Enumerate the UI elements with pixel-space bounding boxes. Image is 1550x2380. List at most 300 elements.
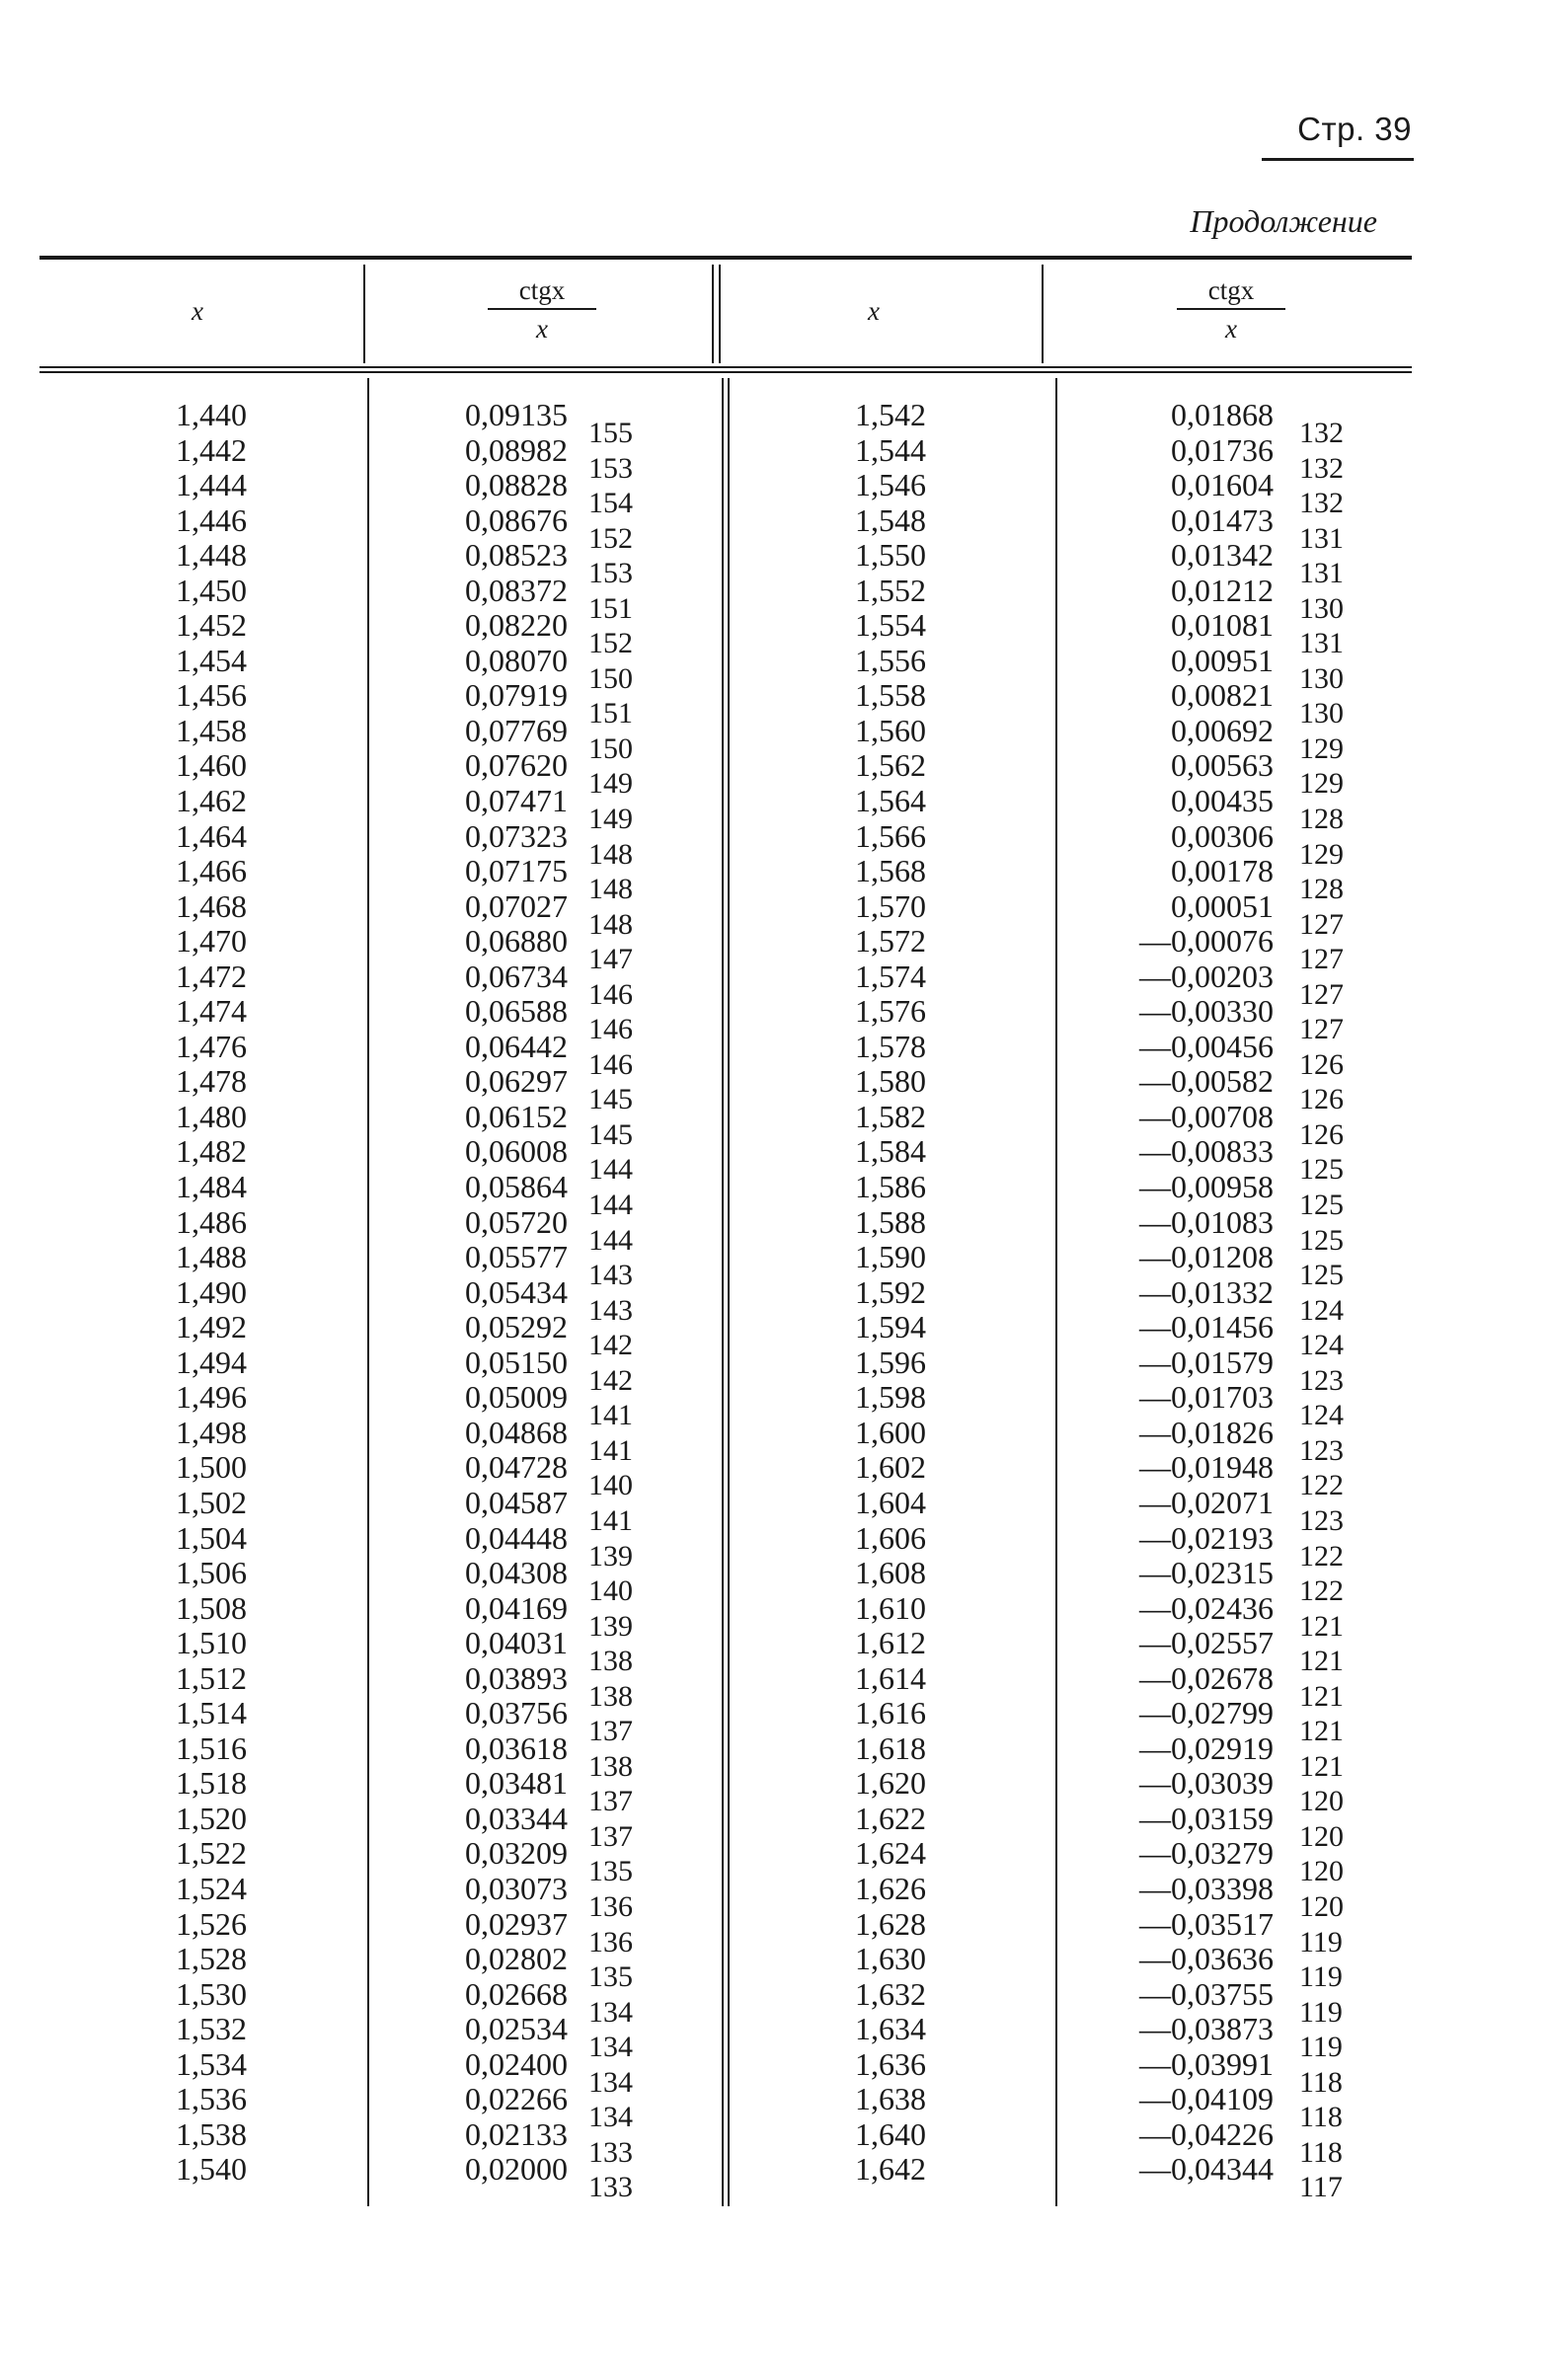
x-cell: 1,528	[176, 1941, 247, 1977]
ctgx-over-x-cell: 0,09135	[465, 397, 568, 432]
x-cell: 1,538	[176, 2115, 247, 2152]
difference-cell: 141	[588, 1433, 633, 1467]
x-cell: 1,540	[176, 2151, 247, 2188]
difference-cell: 137	[588, 1715, 633, 1748]
difference-cell: 126	[1299, 1047, 1344, 1081]
difference-cell: 124	[1299, 1293, 1344, 1327]
ctgx-over-x-cell: 0,04728	[465, 1449, 568, 1486]
difference-cell: 122	[1299, 1574, 1344, 1608]
difference-cell: 131	[1299, 627, 1344, 660]
ctgx-over-x-cell: 0,08828	[465, 467, 568, 503]
ctgx-over-x-cell: —0,03636	[1139, 1941, 1274, 1977]
x-cell: 1,520	[176, 1800, 247, 1836]
difference-cell: 134	[588, 2031, 633, 2064]
ctgx-over-x-cell: 0,05864	[465, 1169, 568, 1205]
ctgx-over-x-cell: 0,08523	[465, 537, 568, 574]
ctgx-over-x-cell: 0,08070	[465, 642, 568, 678]
x-cell: 1,630	[855, 1941, 926, 1977]
difference-cell: 133	[588, 2171, 633, 2204]
x-cell: 1,610	[855, 1589, 926, 1626]
x-cell: 1,572	[855, 923, 926, 960]
left-value-column	[380, 398, 568, 2188]
ctgx-over-x-cell: —0,03279	[1139, 1835, 1274, 1872]
header-bottom-rule-double	[39, 371, 1412, 373]
ctgx-over-x-cell: 0,01736	[1171, 431, 1274, 468]
difference-cell: 139	[588, 1609, 633, 1643]
ctgx-over-x-cell: 0,03756	[465, 1695, 568, 1731]
ctgx-over-x-cell: —0,03039	[1139, 1765, 1274, 1802]
difference-cell: 154	[588, 487, 633, 520]
difference-cell: 138	[588, 1645, 633, 1678]
x-cell: 1,534	[176, 2045, 247, 2082]
x-cell: 1,512	[176, 1659, 247, 1696]
right-x-column	[808, 398, 926, 2188]
x-cell: 1,562	[855, 747, 926, 784]
difference-cell: 135	[588, 1855, 633, 1888]
difference-cell: 132	[1299, 451, 1344, 485]
difference-cell: 145	[588, 1117, 633, 1151]
x-cell: 1,604	[855, 1484, 926, 1520]
difference-cell: 127	[1299, 977, 1344, 1011]
x-cell: 1,590	[855, 1239, 926, 1275]
difference-cell: 141	[588, 1503, 633, 1537]
difference-cell: 148	[588, 837, 633, 871]
x-cell: 1,592	[855, 1273, 926, 1310]
x-cell: 1,440	[176, 397, 247, 432]
difference-cell: 118	[1299, 2101, 1343, 2134]
difference-cell: 129	[1299, 837, 1344, 871]
right-value-column	[1086, 398, 1274, 2188]
ctgx-over-x-cell: 0,00563	[1171, 747, 1274, 784]
header-ctgx-over-x-left	[488, 272, 596, 347]
x-cell: 1,472	[176, 958, 247, 994]
difference-cell: 123	[1299, 1433, 1344, 1467]
difference-cell: 125	[1299, 1189, 1344, 1222]
ctgx-over-x-cell: 0,01342	[1171, 537, 1274, 574]
ctgx-over-x-cell: 0,07769	[465, 712, 568, 748]
difference-cell: 125	[1299, 1153, 1344, 1187]
ctgx-over-x-cell: —0,01083	[1139, 1203, 1274, 1240]
difference-cell: 129	[1299, 767, 1344, 801]
difference-cell: 151	[588, 591, 633, 625]
header-ctgx-denominator: x	[536, 314, 548, 344]
x-cell: 1,546	[855, 467, 926, 503]
ctgx-over-x-cell: 0,01604	[1171, 467, 1274, 503]
ctgx-over-x-cell: 0,01081	[1171, 607, 1274, 644]
difference-cell: 136	[588, 1889, 633, 1923]
ctgx-over-x-cell: 0,03893	[465, 1659, 568, 1696]
ctgx-over-x-cell: —0,01826	[1139, 1414, 1274, 1450]
difference-cell: 149	[588, 767, 633, 801]
difference-cell: 119	[1299, 1960, 1343, 1994]
x-cell: 1,626	[855, 1870, 926, 1906]
x-cell: 1,638	[855, 2081, 926, 2117]
ctgx-over-x-cell: —0,00708	[1139, 1098, 1274, 1134]
x-cell: 1,596	[855, 1344, 926, 1380]
x-cell: 1,510	[176, 1625, 247, 1661]
ctgx-over-x-cell: 0,06008	[465, 1133, 568, 1170]
x-cell: 1,620	[855, 1765, 926, 1802]
x-cell: 1,580	[855, 1063, 926, 1100]
ctgx-over-x-cell: 0,02400	[465, 2045, 568, 2082]
ctgx-over-x-cell: 0,01868	[1171, 397, 1274, 432]
ctgx-over-x-cell: 0,05434	[465, 1273, 568, 1310]
difference-cell: 148	[588, 873, 633, 906]
x-cell: 1,606	[855, 1519, 926, 1556]
section-divider	[722, 378, 724, 2206]
difference-cell: 119	[1299, 1995, 1343, 2029]
x-cell: 1,578	[855, 1028, 926, 1064]
difference-cell: 141	[588, 1399, 633, 1432]
difference-cell: 138	[588, 1679, 633, 1713]
ctgx-over-x-cell: 0,05150	[465, 1344, 568, 1380]
x-cell: 1,460	[176, 747, 247, 784]
x-cell: 1,586	[855, 1169, 926, 1205]
x-cell: 1,552	[855, 572, 926, 608]
difference-cell: 122	[1299, 1469, 1344, 1502]
ctgx-over-x-cell: 0,05292	[465, 1309, 568, 1345]
ctgx-over-x-cell: 0,03209	[465, 1835, 568, 1872]
ctgx-over-x-cell: 0,07620	[465, 747, 568, 784]
x-cell: 1,556	[855, 642, 926, 678]
difference-cell: 150	[588, 731, 633, 765]
ctgx-over-x-cell: —0,01208	[1139, 1239, 1274, 1275]
x-cell: 1,496	[176, 1379, 247, 1416]
difference-cell: 120	[1299, 1889, 1344, 1923]
difference-cell: 136	[588, 1925, 633, 1958]
x-cell: 1,568	[855, 853, 926, 889]
difference-cell: 128	[1299, 803, 1344, 836]
difference-cell: 143	[588, 1259, 633, 1292]
x-cell: 1,466	[176, 853, 247, 889]
difference-cell: 137	[588, 1819, 633, 1853]
ctgx-over-x-cell: 0,06588	[465, 993, 568, 1030]
x-cell: 1,560	[855, 712, 926, 748]
x-cell: 1,442	[176, 431, 247, 468]
x-cell: 1,548	[855, 501, 926, 538]
section-divider	[719, 265, 721, 363]
column-divider	[367, 378, 369, 2206]
x-cell: 1,494	[176, 1344, 247, 1380]
x-cell: 1,490	[176, 1273, 247, 1310]
header-ctgx-denominator: x	[1225, 314, 1237, 344]
x-cell: 1,632	[855, 1975, 926, 2012]
difference-cell: 144	[588, 1153, 633, 1187]
x-cell: 1,558	[855, 677, 926, 714]
section-divider	[728, 378, 730, 2206]
ctgx-over-x-cell: —0,01948	[1139, 1449, 1274, 1486]
difference-cell: 155	[588, 417, 633, 449]
difference-cell: 140	[588, 1469, 633, 1502]
x-cell: 1,636	[855, 2045, 926, 2082]
table-top-rule	[39, 256, 1412, 260]
header-ctgx-over-x-right	[1177, 272, 1285, 347]
ctgx-over-x-cell: 0,06152	[465, 1098, 568, 1134]
ctgx-over-x-cell: 0,06297	[465, 1063, 568, 1100]
left-x-column	[128, 398, 247, 2188]
ctgx-over-x-cell: 0,04308	[465, 1555, 568, 1591]
page-number-underline	[1262, 158, 1414, 161]
difference-cell: 130	[1299, 697, 1344, 730]
ctgx-over-x-cell: —0,00203	[1139, 958, 1274, 994]
x-cell: 1,506	[176, 1555, 247, 1591]
difference-cell: 146	[588, 1013, 633, 1046]
ctgx-over-x-cell: —0,02557	[1139, 1625, 1274, 1661]
x-cell: 1,588	[855, 1203, 926, 1240]
difference-cell: 144	[588, 1223, 633, 1257]
ctgx-over-x-cell: 0,04031	[465, 1625, 568, 1661]
x-cell: 1,640	[855, 2115, 926, 2152]
difference-cell: 143	[588, 1293, 633, 1327]
x-cell: 1,526	[176, 1905, 247, 1942]
x-cell: 1,522	[176, 1835, 247, 1872]
ctgx-over-x-cell: 0,01212	[1171, 572, 1274, 608]
ctgx-over-x-cell: —0,00076	[1139, 923, 1274, 960]
ctgx-over-x-cell: 0,00692	[1171, 712, 1274, 748]
x-cell: 1,484	[176, 1169, 247, 1205]
x-cell: 1,482	[176, 1133, 247, 1170]
ctgx-over-x-cell: 0,02668	[465, 1975, 568, 2012]
ctgx-over-x-cell: —0,00582	[1139, 1063, 1274, 1100]
x-cell: 1,498	[176, 1414, 247, 1450]
x-cell: 1,504	[176, 1519, 247, 1556]
difference-cell: 117	[1299, 2171, 1343, 2204]
x-cell: 1,602	[855, 1449, 926, 1486]
x-cell: 1,544	[855, 431, 926, 468]
ctgx-over-x-cell: 0,03073	[465, 1870, 568, 1906]
difference-cell: 152	[588, 627, 633, 660]
x-cell: 1,446	[176, 501, 247, 538]
ctgx-over-x-cell: 0,00051	[1171, 887, 1274, 924]
x-cell: 1,444	[176, 467, 247, 503]
difference-cell: 125	[1299, 1259, 1344, 1292]
difference-cell: 151	[588, 697, 633, 730]
difference-cell: 153	[588, 557, 633, 590]
ctgx-over-x-cell: 0,02937	[465, 1905, 568, 1942]
ctgx-over-x-cell: 0,03344	[465, 1800, 568, 1836]
x-cell: 1,500	[176, 1449, 247, 1486]
x-cell: 1,570	[855, 887, 926, 924]
x-cell: 1,452	[176, 607, 247, 644]
difference-cell: 138	[588, 1749, 633, 1783]
x-cell: 1,564	[855, 783, 926, 819]
x-cell: 1,576	[855, 993, 926, 1030]
ctgx-over-x-cell: 0,02534	[465, 2011, 568, 2047]
ctgx-over-x-cell: 0,01473	[1171, 501, 1274, 538]
x-cell: 1,448	[176, 537, 247, 574]
ctgx-over-x-cell: —0,02919	[1139, 1729, 1274, 1766]
x-cell: 1,566	[855, 817, 926, 854]
x-cell: 1,612	[855, 1625, 926, 1661]
difference-cell: 142	[588, 1363, 633, 1397]
difference-cell: 124	[1299, 1329, 1344, 1362]
x-cell: 1,594	[855, 1309, 926, 1345]
ctgx-over-x-cell: —0,04226	[1139, 2115, 1274, 2152]
x-cell: 1,450	[176, 572, 247, 608]
x-cell: 1,524	[176, 1870, 247, 1906]
ctgx-over-x-cell: —0,03517	[1139, 1905, 1274, 1942]
difference-cell: 121	[1299, 1679, 1344, 1713]
ctgx-over-x-cell: 0,00178	[1171, 853, 1274, 889]
header-x-right: x	[868, 296, 880, 326]
difference-cell: 121	[1299, 1645, 1344, 1678]
difference-cell: 127	[1299, 907, 1344, 941]
ctgx-over-x-cell: 0,08372	[465, 572, 568, 608]
ctgx-over-x-cell: 0,00435	[1171, 783, 1274, 819]
section-divider	[712, 265, 714, 363]
x-cell: 1,614	[855, 1659, 926, 1696]
x-cell: 1,454	[176, 642, 247, 678]
difference-cell: 148	[588, 907, 633, 941]
ctgx-over-x-cell: 0,07323	[465, 817, 568, 854]
x-cell: 1,536	[176, 2081, 247, 2117]
ctgx-over-x-cell: —0,01456	[1139, 1309, 1274, 1345]
difference-cell: 121	[1299, 1749, 1344, 1783]
x-cell: 1,550	[855, 537, 926, 574]
x-cell: 1,470	[176, 923, 247, 960]
difference-cell: 130	[1299, 591, 1344, 625]
header-ctgx-numerator: ctgx	[488, 272, 596, 310]
ctgx-over-x-cell: —0,02436	[1139, 1589, 1274, 1626]
difference-cell: 119	[1299, 2031, 1343, 2064]
difference-cell: 134	[588, 2101, 633, 2134]
difference-cell: 146	[588, 977, 633, 1011]
ctgx-over-x-cell: 0,04448	[465, 1519, 568, 1556]
x-cell: 1,532	[176, 2011, 247, 2047]
x-cell: 1,542	[855, 397, 926, 432]
ctgx-over-x-cell: 0,06442	[465, 1028, 568, 1064]
ctgx-over-x-cell: —0,01579	[1139, 1344, 1274, 1380]
x-cell: 1,478	[176, 1063, 247, 1100]
left-difference-column	[588, 416, 648, 2205]
ctgx-over-x-cell: 0,08220	[465, 607, 568, 644]
difference-cell: 131	[1299, 521, 1344, 555]
difference-cell: 121	[1299, 1715, 1344, 1748]
header-bottom-rule	[39, 366, 1412, 368]
difference-cell: 147	[588, 943, 633, 976]
ctgx-over-x-cell: —0,01332	[1139, 1273, 1274, 1310]
ctgx-over-x-cell: —0,01703	[1139, 1379, 1274, 1416]
ctgx-over-x-cell: 0,03481	[465, 1765, 568, 1802]
ctgx-over-x-cell: 0,05720	[465, 1203, 568, 1240]
difference-cell: 123	[1299, 1503, 1344, 1537]
difference-cell: 133	[588, 2135, 633, 2169]
ctgx-over-x-cell: 0,08676	[465, 501, 568, 538]
difference-cell: 123	[1299, 1363, 1344, 1397]
header-ctgx-numerator: ctgx	[1177, 272, 1285, 310]
x-cell: 1,474	[176, 993, 247, 1030]
ctgx-over-x-cell: —0,00456	[1139, 1028, 1274, 1064]
x-cell: 1,518	[176, 1765, 247, 1802]
difference-cell: 145	[588, 1083, 633, 1116]
difference-cell: 128	[1299, 873, 1344, 906]
difference-cell: 120	[1299, 1855, 1344, 1888]
difference-cell: 134	[588, 2065, 633, 2099]
ctgx-over-x-cell: 0,02133	[465, 2115, 568, 2152]
ctgx-over-x-cell: 0,06880	[465, 923, 568, 960]
ctgx-over-x-cell: —0,00330	[1139, 993, 1274, 1030]
right-difference-column	[1299, 416, 1358, 2205]
difference-cell: 120	[1299, 1785, 1344, 1818]
difference-cell: 144	[588, 1189, 633, 1222]
difference-cell: 139	[588, 1539, 633, 1573]
column-divider	[1042, 265, 1044, 363]
x-cell: 1,508	[176, 1589, 247, 1626]
difference-cell: 132	[1299, 417, 1344, 449]
ctgx-over-x-cell: —0,02678	[1139, 1659, 1274, 1696]
ctgx-over-x-cell: —0,03873	[1139, 2011, 1274, 2047]
x-cell: 1,462	[176, 783, 247, 819]
ctgx-over-x-cell: —0,03398	[1139, 1870, 1274, 1906]
difference-cell: 119	[1299, 1925, 1343, 1958]
difference-cell: 150	[588, 661, 633, 695]
x-cell: 1,502	[176, 1484, 247, 1520]
difference-cell: 140	[588, 1574, 633, 1608]
ctgx-over-x-cell: —0,00833	[1139, 1133, 1274, 1170]
difference-cell: 126	[1299, 1083, 1344, 1116]
difference-cell: 132	[1299, 487, 1344, 520]
difference-cell: 134	[588, 1995, 633, 2029]
column-divider	[1055, 378, 1057, 2206]
x-cell: 1,642	[855, 2151, 926, 2188]
x-cell: 1,554	[855, 607, 926, 644]
x-cell: 1,582	[855, 1098, 926, 1134]
difference-cell: 152	[588, 521, 633, 555]
difference-cell: 127	[1299, 1013, 1344, 1046]
difference-cell: 120	[1299, 1819, 1344, 1853]
page-number: Стр. 39	[1297, 111, 1412, 147]
ctgx-over-x-cell: —0,04344	[1139, 2151, 1274, 2188]
x-cell: 1,456	[176, 677, 247, 714]
ctgx-over-x-cell: 0,05577	[465, 1239, 568, 1275]
ctgx-over-x-cell: 0,02266	[465, 2081, 568, 2117]
ctgx-over-x-cell: 0,08982	[465, 431, 568, 468]
difference-cell: 122	[1299, 1539, 1344, 1573]
ctgx-over-x-cell: —0,02315	[1139, 1555, 1274, 1591]
ctgx-over-x-cell: 0,04587	[465, 1484, 568, 1520]
difference-cell: 125	[1299, 1223, 1344, 1257]
difference-cell: 130	[1299, 661, 1344, 695]
difference-cell: 118	[1299, 2135, 1343, 2169]
ctgx-over-x-cell: —0,02193	[1139, 1519, 1274, 1556]
difference-cell: 137	[588, 1785, 633, 1818]
header-x-left: x	[192, 296, 203, 326]
x-cell: 1,598	[855, 1379, 926, 1416]
x-cell: 1,486	[176, 1203, 247, 1240]
x-cell: 1,514	[176, 1695, 247, 1731]
ctgx-over-x-cell: 0,05009	[465, 1379, 568, 1416]
x-cell: 1,628	[855, 1905, 926, 1942]
x-cell: 1,464	[176, 817, 247, 854]
x-cell: 1,608	[855, 1555, 926, 1591]
x-cell: 1,574	[855, 958, 926, 994]
ctgx-over-x-cell: 0,07919	[465, 677, 568, 714]
x-cell: 1,476	[176, 1028, 247, 1064]
ctgx-over-x-cell: 0,02802	[465, 1941, 568, 1977]
difference-cell: 121	[1299, 1609, 1344, 1643]
difference-cell: 124	[1299, 1399, 1344, 1432]
ctgx-over-x-cell: 0,00951	[1171, 642, 1274, 678]
ctgx-over-x-cell: 0,07471	[465, 783, 568, 819]
continuation-label: Продолжение	[1190, 203, 1377, 239]
x-cell: 1,488	[176, 1239, 247, 1275]
x-cell: 1,530	[176, 1975, 247, 2012]
difference-cell: 127	[1299, 943, 1344, 976]
ctgx-over-x-cell: 0,00821	[1171, 677, 1274, 714]
x-cell: 1,458	[176, 712, 247, 748]
ctgx-over-x-cell: 0,07027	[465, 887, 568, 924]
ctgx-over-x-cell: 0,03618	[465, 1729, 568, 1766]
